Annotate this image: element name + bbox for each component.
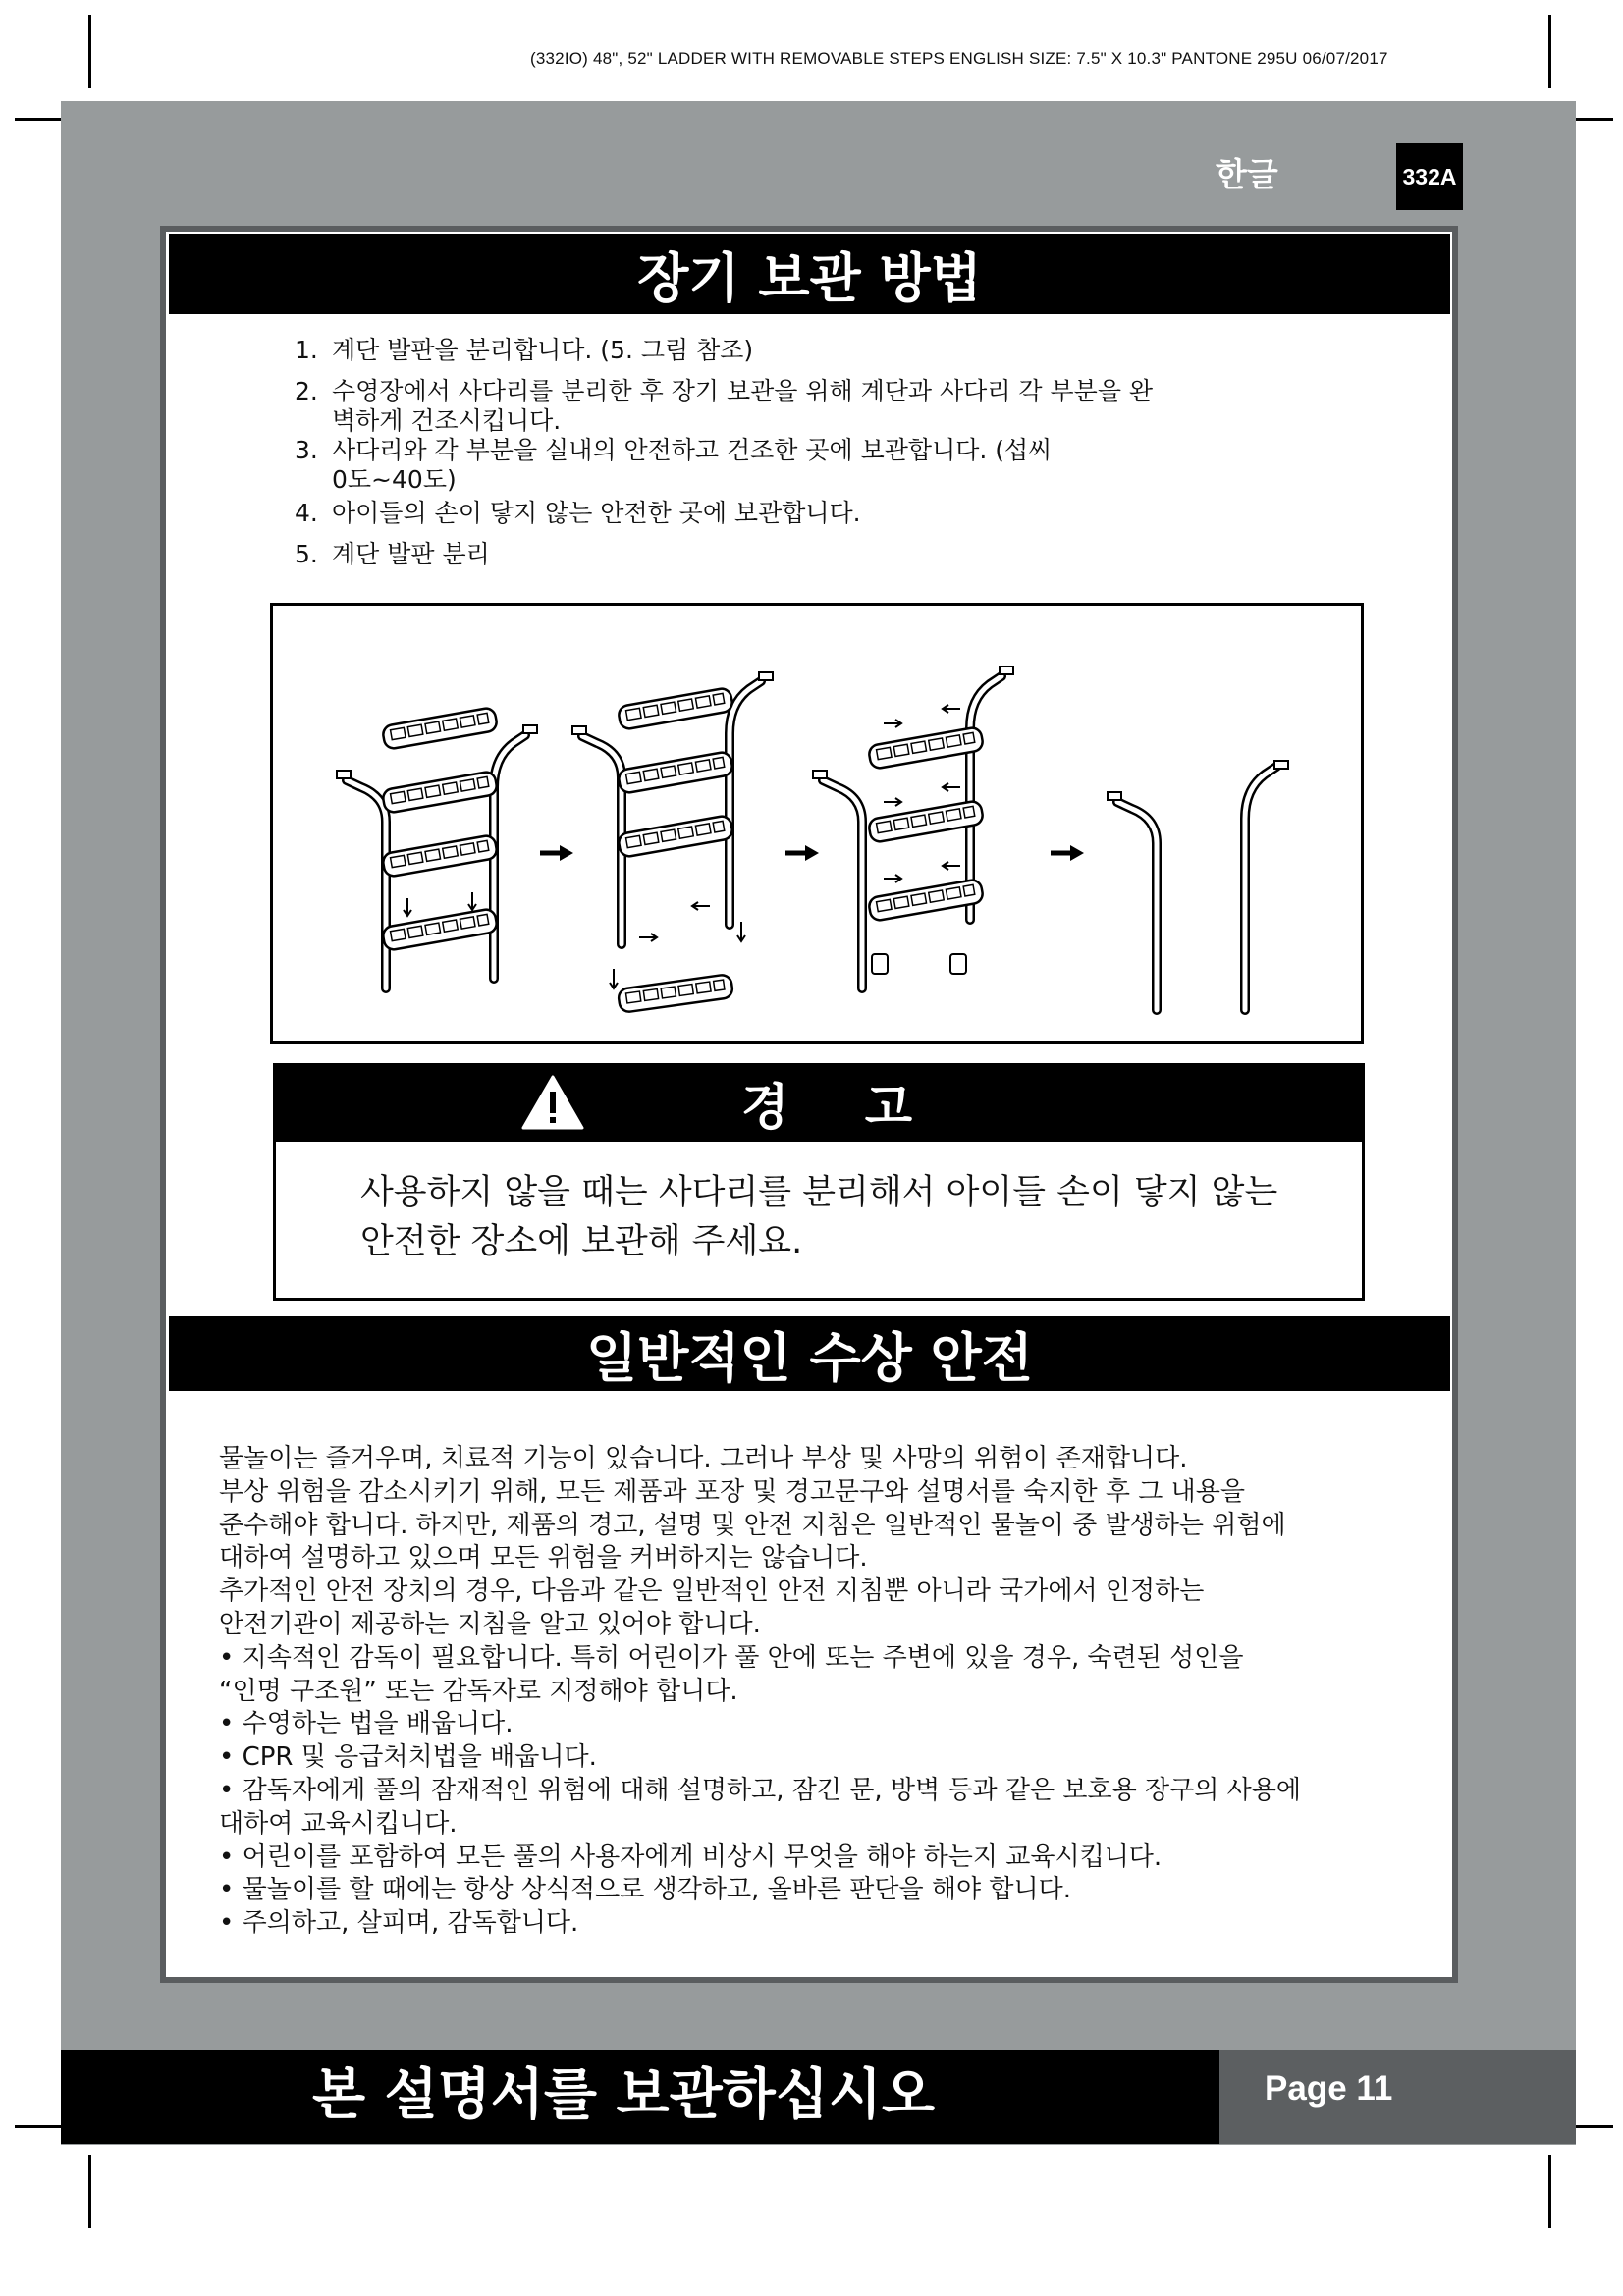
step-text: 수영장에서 사다리를 분리한 후 장기 보관을 위해 계단과 사다리 각 부분을 완벽하게 건조시킵니다. (332, 377, 1154, 435)
step-number: 1. (295, 336, 318, 364)
step-number: 5. (295, 540, 318, 568)
page-number: Page 11 (1265, 2069, 1393, 2108)
paragraph-line: “인명 구조원” 또는 감독자로 지정해야 합니다. (219, 1676, 738, 1706)
language-label: 한글 (1216, 155, 1278, 193)
paragraph-line: • 주의하고, 살피며, 감독합니다. (219, 1908, 579, 1939)
safety-section-title: 일반적인 수상 안전 (169, 1316, 1450, 1391)
paragraph-line: 부상 위험을 감소시키기 위해, 모든 제품과 포장 및 경고문구와 설명서를 숙지한 후 그 내용을 (219, 1476, 1245, 1507)
model-badge: 332A (1396, 143, 1463, 210)
step-number: 2. (295, 377, 318, 405)
print-info-line: (332IO) 48", 52" LADDER WITH REMOVABLE STEPS ENGLISH SIZE: 7.5" X 10.3" PANTONE 295U 06/07/2017 (530, 49, 1388, 68)
list-item (295, 377, 1176, 436)
step-text: 계단 발판 분리 (332, 540, 490, 568)
ladder-assembled (337, 707, 537, 988)
paragraph-line: 준수해야 합니다. 하지만, 제품의 경고, 설명 및 안전 지침은 일반적인 물놀이 중 발생하는 위험에 (219, 1510, 1286, 1540)
footer-title: 본 설명서를 보관하십시오 (312, 2063, 936, 2127)
list-item (295, 336, 1178, 365)
list-item (295, 540, 1178, 569)
paragraph-line: 물놀이는 즐거우며, 치료적 기능이 있습니다. 그러나 부상 및 사망의 위험이 존재합니다. (219, 1444, 1188, 1473)
paragraph-line: 추가적인 안전 장치의 경우, 다음과 같은 일반적인 안전 지침뿐 아니라 국가에서 인정하는 (219, 1576, 1205, 1607)
crop-mark (88, 15, 91, 88)
right-arrow-icon (1051, 845, 1084, 861)
ladder-diagram (273, 606, 1361, 1041)
step-number: 4. (295, 499, 318, 527)
storage-steps-list (295, 336, 1178, 569)
paragraph-line: 대하여 교육시킵니다. (219, 1808, 458, 1839)
crop-mark (1548, 2155, 1551, 2228)
ladder-rails-only (1108, 761, 1288, 1010)
ladder-disassembly-figure (270, 603, 1364, 1044)
warning-triangle-icon (520, 1074, 585, 1135)
crop-mark (88, 2155, 91, 2228)
safety-text-block (219, 1443, 1417, 1941)
paragraph-line: 안전기관이 제공하는 지침을 알고 있어야 합니다. (219, 1609, 761, 1639)
step-text: 아이들의 손이 닿지 않는 안전한 곳에 보관합니다. (332, 499, 861, 527)
warning-text: 사용하지 않을 때는 사다리를 분리해서 아이들 손이 닿지 않는 안전한 장소에 보관해 주세요. (360, 1173, 1278, 1261)
paragraph-line: • 물놀이를 할 때에는 항상 상식적으로 생각하고, 올바른 판단을 해야 합니다. (219, 1875, 1071, 1905)
list-item (295, 436, 1068, 495)
list-item (295, 499, 1178, 528)
paragraph-line: • 수영하는 법을 배웁니다. (219, 1709, 514, 1739)
step-text: 계단 발판을 분리합니다. (5. 그림 참조) (332, 336, 754, 364)
paragraph-line: • 감독자에게 풀의 잠재적인 위험에 대해 설명하고, 잠긴 문, 방벽 등과 같은 보호용 장구의 사용에 (219, 1775, 1301, 1805)
paragraph-line: 대하여 설명하고 있으며 모든 위험을 커버하지는 않습니다. (219, 1543, 868, 1574)
paragraph-line: • 어린이를 포함하여 모든 풀의 사용자에게 비상시 무엇을 해야 하는지 교육시킵니다. (219, 1842, 1163, 1872)
ladder-bottom-step-removed (572, 672, 773, 1013)
crop-mark (1548, 15, 1551, 88)
step-number: 3. (295, 436, 318, 464)
right-arrow-icon (785, 845, 819, 861)
warning-title: 경 고 (741, 1079, 943, 1136)
paragraph-line: • CPR 및 응급처치법을 배웁니다. (219, 1742, 597, 1773)
right-arrow-icon (540, 845, 573, 861)
paragraph-line: • 지속적인 감독이 필요합니다. 특히 어린이가 풀 안에 또는 주변에 있을 경우, 숙련된 성인을 (219, 1642, 1244, 1673)
step-text: 사다리와 각 부분을 실내의 안전하고 건조한 곳에 보관합니다. (섭씨 0도~40도) (332, 436, 1053, 494)
storage-section-title: 장기 보관 방법 (169, 234, 1450, 314)
ladder-steps-removing (813, 667, 1013, 988)
